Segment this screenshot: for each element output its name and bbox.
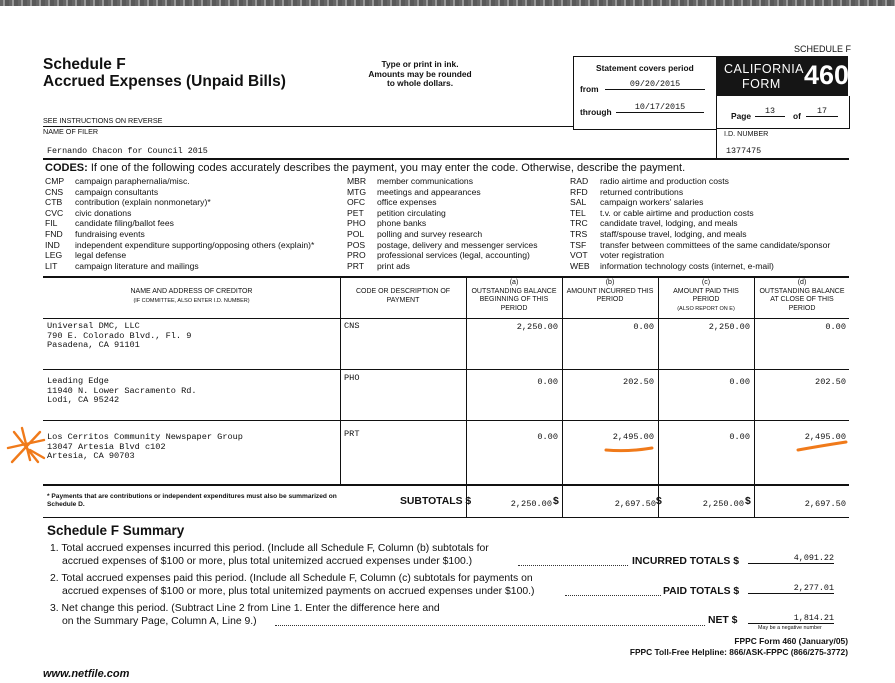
form-label: FORM <box>742 77 781 91</box>
period-label: Statement covers period <box>596 63 694 73</box>
code-item: MBR member communications <box>347 176 473 186</box>
subtotal-col-d: 2,697.50 <box>804 499 846 509</box>
code-item: WEB information technology costs (internet, e-mail) <box>570 260 774 271</box>
helpline: FPPC Toll-Free Helpline: 866/ASK-FPPC (866/275-3772) <box>629 647 848 657</box>
subtotals-label: SUBTOTALS $ <box>400 496 472 507</box>
header-col-a <box>470 279 558 313</box>
codes-column-3 <box>570 176 830 271</box>
header-note: (IF COMMITTEE, ALSO ENTER I.D. NUMBER) <box>133 297 250 304</box>
form-subtitle: Accrued Expenses (Unpaid Bills) <box>43 73 286 90</box>
table-row-1-col-d: 0.00 <box>825 322 846 332</box>
header-letter: (a) <box>509 279 519 286</box>
header-letter: (c) <box>701 279 711 286</box>
page-total: 17 <box>806 106 838 117</box>
header-text: AMOUNT INCURRED THIS PERIOD <box>566 287 654 304</box>
form-revision: FPPC Form 460 (January/05) <box>734 636 848 646</box>
website-link[interactable]: www.netfile.com <box>43 668 130 680</box>
code-item: TEL t.v. or cable airtime and production costs <box>570 207 754 218</box>
header-text: OUTSTANDING BALANCE BEGINNING OF THIS PERIOD <box>471 287 557 312</box>
code-item: TSF transfer between committees of the same candidate/sponsor <box>570 239 831 250</box>
code-item: FND fundraising events <box>45 228 145 239</box>
header-col-d <box>758 279 846 313</box>
subtotal-col-a: 2,250.00 <box>510 499 552 509</box>
dot-leader <box>565 595 661 596</box>
california-label: CALIFORNIA <box>724 62 805 76</box>
table-row-3-code: PRT <box>344 429 360 439</box>
dot-leader <box>518 565 628 566</box>
table-row-2-code: PHO <box>344 373 360 383</box>
page-label: Page <box>731 111 752 121</box>
code-item: VOT voter registration <box>570 250 665 261</box>
from-date: 09/20/2015 <box>605 79 705 90</box>
codes-intro <box>45 162 685 174</box>
type-note-line: Amounts may be rounded <box>368 68 472 79</box>
codes-column-1 <box>45 176 314 271</box>
summary-item-2-line-1: 2. Total accrued expenses paid this period. (Include all Schedule F, Column (c) subtotals for payments on <box>50 573 533 584</box>
code-item: POS postage, delivery and messenger services <box>347 239 538 250</box>
table-row-1-col-c: 2,250.00 <box>708 322 750 332</box>
underline-mark-d <box>798 442 846 450</box>
id-number: 1377475 <box>726 146 762 156</box>
creditor-city: Lodi, CA 95242 <box>47 395 120 405</box>
negative-note: May be a negative number <box>758 625 822 631</box>
header-letter: (b) <box>605 279 615 286</box>
table-row-1-creditor <box>47 322 191 351</box>
header-col-c <box>662 279 750 313</box>
table-row-2-col-a: 0.00 <box>537 377 558 387</box>
code-item: CTB contribution (explain nonmonetary)* <box>45 197 211 208</box>
code-item: LEG legal defense <box>45 250 127 261</box>
table-row-3-col-b: 2,495.00 <box>612 432 654 442</box>
creditor-name: Universal DMC, LLC <box>47 321 140 331</box>
of-label: of <box>793 111 801 121</box>
code-item: CMP campaign paraphernalia/misc. <box>45 176 190 186</box>
creditor-name: Leading Edge <box>47 376 109 386</box>
code-item: PRO professional services (legal, accounting) <box>347 250 530 261</box>
code-item: TRS staff/spouse travel, lodging, and meals <box>570 228 747 239</box>
through-label: through <box>580 107 612 117</box>
underline-mark-b <box>606 448 652 451</box>
table-row-1-code: CNS <box>344 321 360 331</box>
creditor-address: 13047 Artesia Blvd c102 <box>47 441 166 452</box>
creditor-address: 790 E. Colorado Blvd., Fl. 9 <box>47 330 192 341</box>
table-row-1-col-a: 2,250.00 <box>516 322 558 332</box>
codes-description: If one of the following codes accurately describes the payment, you may enter the code. Otherwise, describe the payment. <box>90 162 686 174</box>
header-text: NAME AND ADDRESS OF CREDITOR <box>130 288 253 295</box>
table-row-2-creditor <box>47 377 197 406</box>
schedule-tag: SCHEDULE F <box>794 44 852 54</box>
header-note: (ALSO REPORT ON E) <box>677 305 735 312</box>
incurred-totals-value: 4,091.22 <box>748 553 834 564</box>
table-row-2-col-b: 202.50 <box>623 377 654 387</box>
dollar-sign: $ <box>745 496 751 507</box>
codes-column-2 <box>347 176 538 271</box>
creditor-name: Los Cerritos Community Newspaper Group <box>47 432 243 442</box>
code-item: LIT campaign literature and mailings <box>45 260 199 271</box>
summary-item-2-line-2: accrued expenses of $100 or more, plus total unitemized payments on accrued expenses under $100.) <box>62 586 535 597</box>
table-row-1-col-b: 0.00 <box>633 322 654 332</box>
orange-annotations <box>0 420 895 500</box>
id-label: I.D. NUMBER <box>724 129 769 138</box>
form-title: Schedule F <box>43 56 126 73</box>
codes-heading: CODES: <box>45 162 88 174</box>
code-item: RFD returned contributions <box>570 186 684 197</box>
table-row-2-col-d: 202.50 <box>815 377 846 387</box>
creditor-city: Pasadena, CA 91101 <box>47 340 140 350</box>
creditor-address: 11940 N. Lower Sacramento Rd. <box>47 385 197 396</box>
summary-item-1-line-1: 1. Total accrued expenses incurred this period. (Include all Schedule F, Column (b) subtotals for <box>50 543 489 554</box>
paid-totals-value: 2,277.01 <box>748 583 834 594</box>
from-label: from <box>580 84 599 94</box>
california-form-block <box>716 56 848 96</box>
instructions-note: SEE INSTRUCTIONS ON REVERSE <box>43 116 163 125</box>
table-row-3-col-d: 2,495.00 <box>804 432 846 442</box>
header-code: CODE OR DESCRIPTION OF PAYMENT <box>355 288 451 304</box>
dollar-sign: $ <box>656 496 662 507</box>
table-row-3-col-a: 0.00 <box>537 432 558 442</box>
summary-item-1-line-2: accrued expenses of $100 or more, plus total unitemized accrued expenses under $100.) <box>62 556 473 567</box>
paid-totals-label: PAID TOTALS $ <box>663 586 740 597</box>
code-item: PHO phone banks <box>347 218 427 229</box>
code-item: SAL campaign workers' salaries <box>570 197 704 208</box>
code-item: PET petition circulating <box>347 207 446 218</box>
creditor-city: Artesia, CA 90703 <box>47 451 135 461</box>
header-creditor <box>43 288 340 305</box>
header-text: AMOUNT PAID THIS PERIOD <box>673 287 739 304</box>
summary-item-3-line-1: 3. Net change this period. (Subtract Line 2 from Line 1. Enter the difference here and <box>50 603 440 614</box>
dollar-sign: $ <box>553 496 559 507</box>
scan-top-edge <box>0 0 895 6</box>
dot-leader <box>275 625 705 626</box>
asterisk-mark <box>8 428 44 462</box>
subtotal-col-c: 2,250.00 <box>702 499 744 509</box>
code-item: PRT print ads <box>347 260 410 271</box>
net-value: 1,814.21 <box>748 613 834 624</box>
header-letter: (d) <box>797 279 807 286</box>
header-text: OUTSTANDING BALANCE AT CLOSE OF THIS PERIOD <box>759 287 845 312</box>
code-item: OFC office expenses <box>347 197 437 208</box>
table-row-3-col-c: 0.00 <box>729 432 750 442</box>
code-item: MTG meetings and appearances <box>347 186 481 197</box>
code-item: RAD radio airtime and production costs <box>570 176 729 186</box>
code-item: FIL candidate filing/ballot fees <box>45 218 174 229</box>
incurred-totals-label: INCURRED TOTALS $ <box>632 556 739 567</box>
summary-title: Schedule F Summary <box>47 523 185 538</box>
code-item: TRC candidate travel, lodging, and meals <box>570 218 738 229</box>
net-label: NET $ <box>708 615 738 626</box>
type-note-line: to whole dollars. <box>386 78 454 89</box>
through-date: 10/17/2015 <box>616 102 704 113</box>
subtotal-col-b: 2,697.50 <box>614 499 656 509</box>
code-item: IND independent expenditure supporting/opposing others (explain)* <box>45 239 315 250</box>
type-note <box>350 60 490 89</box>
footnote: * Payments that are contributions or independent expenditures must also be summarized on Schedule D. <box>47 493 337 508</box>
code-item: POL polling and survey research <box>347 228 483 239</box>
filer-label: NAME OF FILER <box>43 127 99 136</box>
table-row-2-col-c: 0.00 <box>729 377 750 387</box>
code-item: CNS campaign consultants <box>45 186 159 197</box>
filer-name: Fernando Chacon for Council 2015 <box>47 146 208 156</box>
summary-item-3-line-2: on the Summary Page, Column A, Line 9.) <box>62 616 257 627</box>
form-number: 460 <box>804 60 850 90</box>
page-number: 13 <box>755 106 785 117</box>
type-note-line: Type or print in ink. <box>381 59 459 69</box>
code-item: CVC civic donations <box>45 207 132 218</box>
header-col-b <box>566 279 654 305</box>
